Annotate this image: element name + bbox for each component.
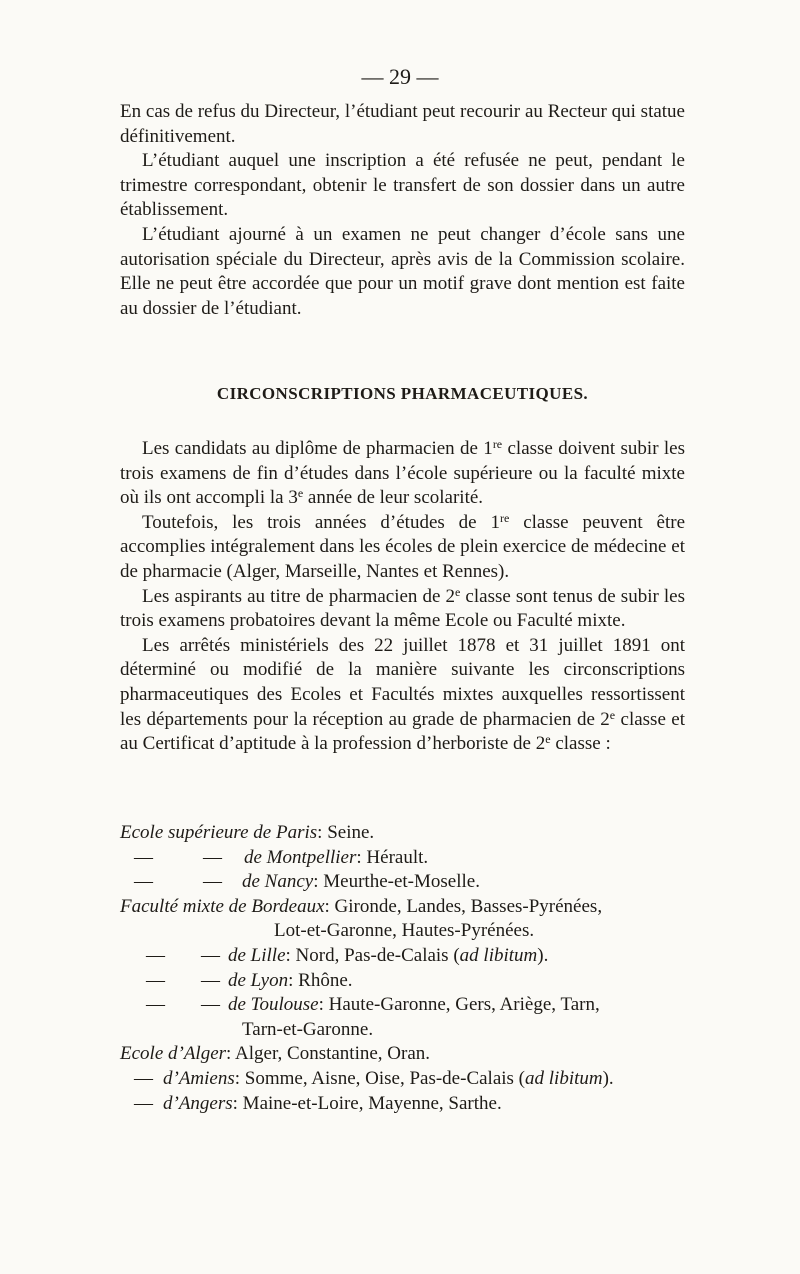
list-item: Ecole supérieure de Paris : Seine.: [120, 822, 375, 843]
paragraph-aspirants: Les aspirants au titre de pharmacien de 2e classe sont tenus de subir les trois examens probatoires devant la même Ecole ou Faculté mixte.: [120, 584, 685, 632]
paragraph-arretes: Les arrêtés ministériels des 22 juillet 1878 et 31 juillet 1891 ont déterminé ou modifié de la manière suivante les circonscriptions pharmaceutiques des Ecoles et Facultés mixtes auxquelles ressortissent les départements pour la réception au grade de pharmacien de 2e classe et au Certificat d’aptitude à la profession d’herboriste de 2e classe :: [120, 634, 685, 755]
list-item: — — de Lyon : Rhône.: [146, 969, 353, 991]
list-item: — — de Nancy : Meurthe-et-Moselle.: [134, 871, 480, 893]
paragraph-candidates: Les candidats au diplôme de pharmacien de 1re classe doivent subir les trois examens de fin d’études dans l’école supérieure ou la faculté mixte où ils ont accompli la 3e année de leur scolarité.: [120, 437, 685, 509]
list-item: — — de Lille : Nord, Pas-de-Calais ( ad libitum ).: [146, 944, 549, 966]
paragraph-toutefois: Toutefois, les trois années d’études de 1re classe peuvent être accomplies intégralement dans les écoles de plein exercice de médecine et de pharmacie (Alger, Marseille, Nantes et Rennes).: [120, 510, 685, 582]
paragraph-deferred: L’étudiant ajourné à un examen ne peut changer d’école sans une autorisation spéciale du Directeur, après avis de la Commission scolaire. Elle ne peut être accordée que pour un motif grave dont mention est faite au dossier de l’étudiant.: [120, 223, 685, 319]
list-item-continuation: Lot-et-Garonne, Hautes-Pyrénées.: [274, 920, 535, 942]
list-item: — — de Montpellier : Hérault.: [134, 846, 429, 868]
list-item: Faculté mixte de Bordeaux : Gironde, Landes, Basses-Pyrénées,: [120, 895, 603, 917]
section-heading: CIRCONSCRIPTIONS PHARMACEUTIQUES.: [216, 384, 589, 403]
list-item: Ecole d’Alger : Alger, Constantine, Oran.: [120, 1043, 431, 1065]
list-item: — d’Amiens : Somme, Aisne, Oise, Pas-de-Calais ( ad libitum ).: [134, 1067, 614, 1089]
page-number: — 29 —: [361, 64, 439, 89]
list-item: — d’Angers : Maine-et-Loire, Mayenne, Sarthe.: [134, 1092, 502, 1114]
top-text-block: [120, 100, 685, 321]
circonscriptions-text: [120, 437, 685, 757]
paragraph-refusal: En cas de refus du Directeur, l’étudiant peut recourir au Recteur qui statue définitivement.: [120, 101, 685, 147]
list-item-continuation: Tarn-et-Garonne.: [242, 1018, 374, 1040]
schools-list: [120, 821, 685, 1116]
paragraph-transfer: L’étudiant auquel une inscription a été refusée ne peut, pendant le trimestre correspondant, obtenir le transfert de son dossier dans un autre établissement.: [120, 150, 685, 221]
list-item: — — de Toulouse : Haute-Garonne, Gers, Ariège, Tarn,: [146, 994, 600, 1016]
